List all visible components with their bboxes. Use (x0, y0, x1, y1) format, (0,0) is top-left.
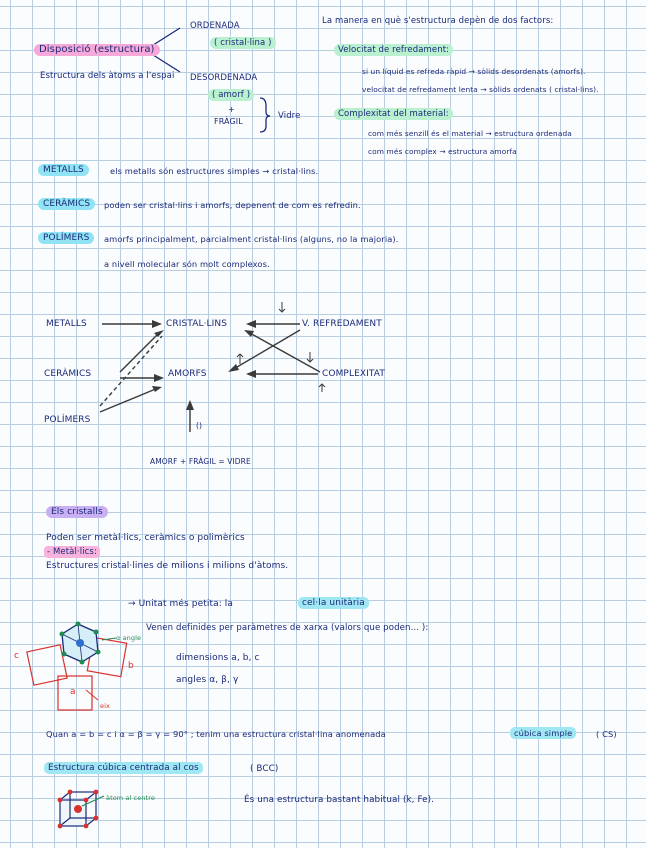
polimers-text-2: a nivell molecular són molt complexos. (104, 259, 270, 269)
complexitat-line-2: com més complex → estructura amorfa (368, 147, 517, 156)
cristalls-line-4: Venen definides per paràmetres de xarxa (valors que poden... ): (146, 623, 429, 633)
cell-label-c: c (14, 651, 20, 661)
fragil-label: FRÀGIL (214, 117, 243, 126)
celda-unitaria-highlight: cel·la unitària (298, 597, 369, 609)
vidre-brace (260, 98, 270, 132)
cell-label-a: a (70, 687, 76, 697)
arrow-polimers-amorfs (100, 388, 158, 412)
atom-centre-label: àtom al centre (106, 794, 155, 802)
bcc-cube-drawing (58, 790, 104, 829)
metallics-subheading: - Metàl·lics: (44, 546, 100, 558)
quan-line: Quan a = b = c i α = β = γ = 90° ; tenim una estructura cristal·lina anomenada (46, 729, 386, 739)
cristalls-heading: Els cristalls (46, 506, 108, 518)
bcc-note: És una estructura bastant habitual (k, Fe). (244, 795, 435, 805)
cell-eix-label: eix (100, 702, 110, 710)
cell-angle-label: α angle (116, 634, 142, 642)
disposicio-heading: Disposició (estructura) (34, 44, 160, 56)
factors-intro: La manera en què s'estructura depèn de dos factors: (322, 16, 554, 26)
bcc-heading: Estructura cúbica centrada al cos (44, 762, 203, 774)
arrow-complexitat-cristallins (248, 332, 320, 372)
small-tick-arrows (237, 302, 325, 392)
parameters-angles: angles α, β, γ (176, 675, 239, 685)
metalls-text: els metalls són estructures simples → cristal·lins. (110, 166, 319, 176)
cristalls-line-3: → Unitat més petita: la (128, 599, 234, 609)
cristalls-line-2: Estructures cristal·lines de milions i milions d'àtoms. (46, 561, 289, 571)
diagram-bottom-equation: AMORF + FRÀGIL = VIDRE (150, 457, 251, 466)
metalls-label: METALLS (38, 164, 89, 176)
diagram-complexitat: COMPLEXITAT (322, 369, 385, 379)
diagram-cristallins: CRISTAL·LINS (166, 319, 228, 329)
velocitat-title: Velocitat de refredament: (334, 44, 453, 56)
ceramics-text: poden ser cristal·lins i amorfs, depenent de com es refredin. (104, 200, 361, 210)
desordenada-label: DESORDENADA (190, 73, 258, 83)
diagram-ceramics: CERÀMICS (44, 369, 92, 379)
cubica-simple-highlight: cúbica simple (510, 727, 576, 739)
diagram-paren: () (196, 421, 203, 430)
cristallina-badge: ( cristal·lina ) (210, 37, 276, 49)
arrow-ceramics-cristallins (120, 332, 160, 372)
cell-label-b: b (128, 661, 134, 671)
unit-cell-drawing (27, 622, 127, 711)
complexitat-line-1: com més senzill és el material → estructura ordenada (368, 129, 572, 138)
complexitat-title: Complexitat del material: (334, 108, 453, 120)
vidre-label: Vidre (278, 111, 301, 121)
polimers-label: POLÍMERS (38, 232, 94, 244)
parameters-dimensions: dimensions a, b, c (176, 653, 260, 663)
arrow-vrefredament-amorfs (232, 330, 300, 370)
cs-abbrev: ( CS) (596, 729, 617, 739)
disposicio-definition: Estructura dels àtoms a l'espai (40, 71, 175, 81)
velocitat-line-1: si un líquid es refreda ràpid → sòlids desordenats (amorfs). (362, 67, 586, 76)
bcc-abbrev: ( BCC) (250, 764, 279, 774)
polimers-text: amorfs principalment, parcialment cristal·lins (alguns, no la majoria). (104, 234, 399, 244)
diagram-amorfs: AMORFS (168, 369, 207, 379)
ordenada-label: ORDENADA (190, 21, 240, 31)
velocitat-line-2: velocitat de refredament lenta → sòlids ordenats ( cristal·lins). (362, 85, 599, 94)
plus-sign: + (228, 105, 235, 114)
cristalls-line-1: Poden ser metàl·lics, ceràmics o polimèrics (46, 533, 245, 543)
diagram-arrows (100, 324, 320, 432)
ceramics-label: CERÀMICS (38, 198, 95, 210)
arrow-polimers-cristallins-dashed (100, 336, 162, 406)
diagram-v-refredament: V. REFREDAMENT (302, 319, 382, 329)
diagram-metalls: METALLS (46, 319, 87, 329)
diagram-polimers: POLÍMERS (44, 415, 91, 425)
amorf-badge: ( amorf ) (208, 89, 254, 101)
